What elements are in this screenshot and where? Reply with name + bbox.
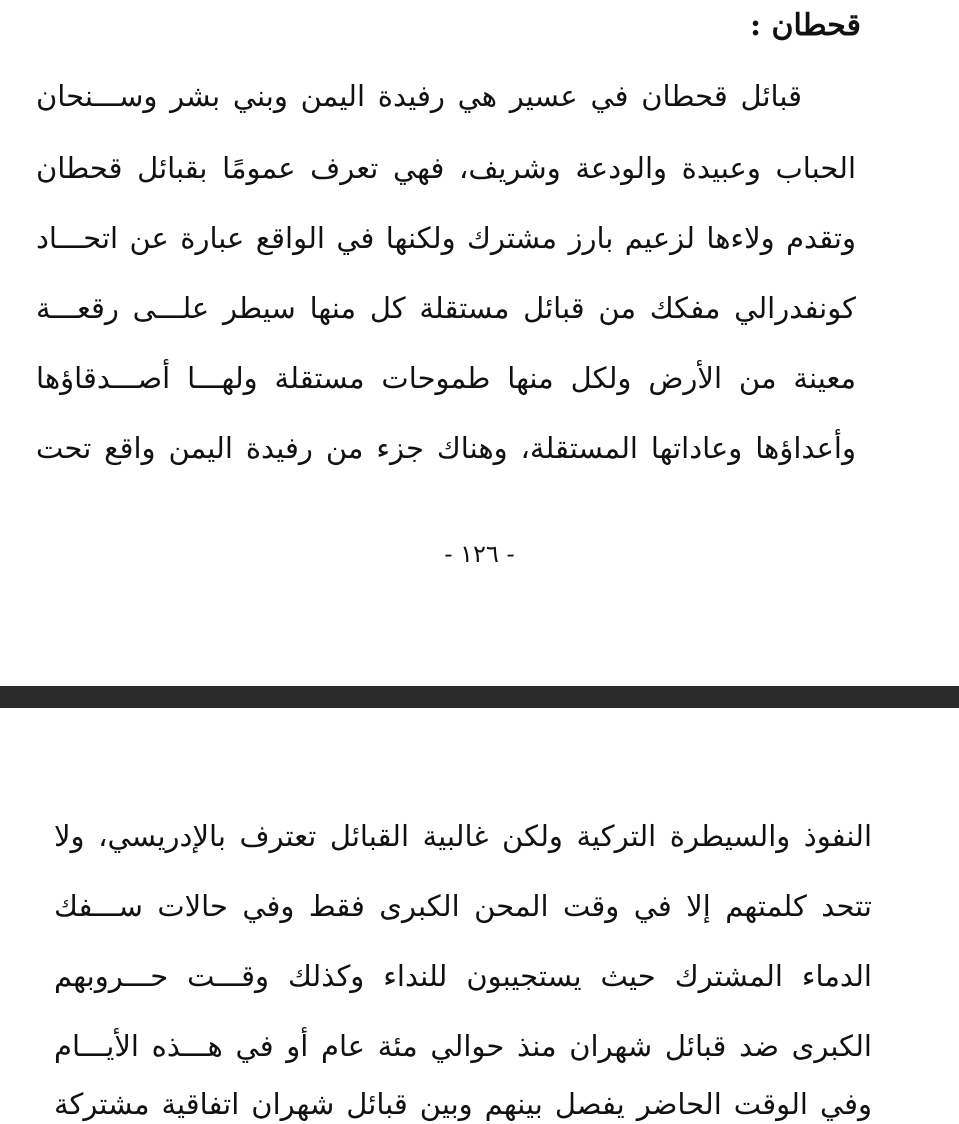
text-line: الكبرى ضد قبائل شهران منذ حوالي مئة عام أو في هـــذه الأيـــام — [54, 1029, 872, 1063]
text-line: النفوذ والسيطرة التركية ولكن غالبية القبائل تعترف بالإدريسي، ولا — [54, 819, 872, 853]
text-line: الدماء المشترك حيث يستجيبون للنداء وكذلك وقـــت حـــروبهم — [54, 959, 872, 993]
text-line: وفي الوقت الحاضر يفصل بينهم وبين قبائل شهران اتفاقية مشتركة — [54, 1087, 872, 1121]
page-divider — [0, 686, 959, 708]
section-heading: قحطان : — [749, 8, 861, 43]
text-line: وتقدم ولاءها لزعيم بارز مشترك ولكنها في الواقع عبارة عن اتحـــاد — [36, 221, 856, 255]
text-line: كونفدرالي مفكك من قبائل مستقلة كل منها سيطر علـــى رقعـــة — [36, 291, 856, 325]
bottom-page — [0, 708, 959, 1121]
text-line: الحباب وعبيدة والودعة وشريف، فهي تعرف عمومًا بقبائل قحطان — [36, 151, 856, 185]
text-line: تتحد كلمتهم إلا في وقت المحن الكبرى فقط وفي حالات ســـفك — [54, 889, 872, 923]
text-line: قبائل قحطان في عسير هي رفيدة اليمن وبني بشر وســـنحان — [36, 79, 802, 113]
text-line: معينة من الأرض ولكل منها طموحات مستقلة ولهـــا أصـــدقاؤها — [36, 361, 856, 395]
page-number: - ١٢٦ - — [444, 540, 515, 568]
text-line: وأعداؤها وعاداتها المستقلة، وهناك جزء من رفيدة اليمن واقع تحت — [36, 431, 856, 465]
